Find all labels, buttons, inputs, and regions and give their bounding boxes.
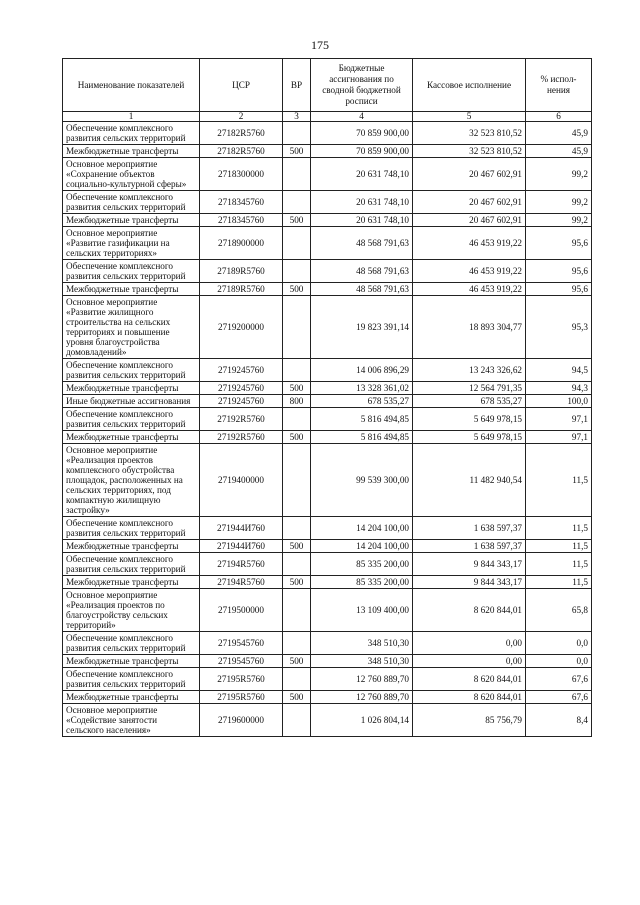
row-name-cell: Основное мероприятие «Развитие газификации на сельских территориях» bbox=[63, 227, 200, 260]
row-pct-cell: 0,0 bbox=[526, 655, 592, 668]
row-csr-cell: 2718300000 bbox=[200, 158, 283, 191]
row-budget-cell: 19 823 391,14 bbox=[311, 296, 413, 359]
row-cash-cell: 0,00 bbox=[413, 655, 526, 668]
row-name-cell: Межбюджетные трансферты bbox=[63, 214, 200, 227]
row-csr-cell: 27192R5760 bbox=[200, 408, 283, 431]
row-vr-cell bbox=[283, 359, 311, 382]
row-csr-cell: 27189R5760 bbox=[200, 260, 283, 283]
row-pct-cell: 11,5 bbox=[526, 540, 592, 553]
budget-execution-table bbox=[62, 58, 592, 737]
table-row bbox=[63, 431, 592, 444]
row-name-cell: Межбюджетные трансферты bbox=[63, 145, 200, 158]
row-budget-cell: 5 816 494,85 bbox=[311, 408, 413, 431]
table-row bbox=[63, 655, 592, 668]
column-number: 3 bbox=[283, 112, 311, 122]
row-budget-cell: 20 631 748,10 bbox=[311, 214, 413, 227]
row-name-cell: Иные бюджетные ассигнования bbox=[63, 395, 200, 408]
row-vr-cell bbox=[283, 553, 311, 576]
row-vr-cell bbox=[283, 632, 311, 655]
row-pct-cell: 95,6 bbox=[526, 260, 592, 283]
table-row bbox=[63, 408, 592, 431]
table-row bbox=[63, 668, 592, 691]
row-name-cell: Межбюджетные трансферты bbox=[63, 382, 200, 395]
table-row bbox=[63, 444, 592, 517]
row-csr-cell: 2719400000 bbox=[200, 444, 283, 517]
row-cash-cell: 8 620 844,01 bbox=[413, 691, 526, 704]
row-pct-cell: 97,1 bbox=[526, 408, 592, 431]
header-vr: ВР bbox=[283, 59, 311, 112]
table-row bbox=[63, 553, 592, 576]
row-name-cell: Обеспечение комплексного развития сельских территорий bbox=[63, 668, 200, 691]
row-vr-cell bbox=[283, 668, 311, 691]
row-cash-cell: 46 453 919,22 bbox=[413, 283, 526, 296]
table-row bbox=[63, 296, 592, 359]
row-budget-cell: 5 816 494,85 bbox=[311, 431, 413, 444]
row-vr-cell: 500 bbox=[283, 576, 311, 589]
row-cash-cell: 85 756,79 bbox=[413, 704, 526, 737]
row-csr-cell: 2718900000 bbox=[200, 227, 283, 260]
row-csr-cell: 27195R5760 bbox=[200, 691, 283, 704]
column-number: 6 bbox=[526, 112, 592, 122]
header-name: Наименование показателей bbox=[63, 59, 200, 112]
row-csr-cell: 27182R5760 bbox=[200, 145, 283, 158]
row-cash-cell: 1 638 597,37 bbox=[413, 540, 526, 553]
header-pct: % испол-нения bbox=[526, 59, 592, 112]
row-pct-cell: 94,3 bbox=[526, 382, 592, 395]
row-cash-cell: 0,00 bbox=[413, 632, 526, 655]
table-row bbox=[63, 517, 592, 540]
row-pct-cell: 95,6 bbox=[526, 283, 592, 296]
table-header-row bbox=[63, 59, 592, 112]
row-budget-cell: 12 760 889,70 bbox=[311, 668, 413, 691]
table-row bbox=[63, 382, 592, 395]
row-budget-cell: 85 335 200,00 bbox=[311, 576, 413, 589]
row-pct-cell: 95,6 bbox=[526, 227, 592, 260]
row-vr-cell: 500 bbox=[283, 283, 311, 296]
row-cash-cell: 20 467 602,91 bbox=[413, 191, 526, 214]
row-vr-cell bbox=[283, 444, 311, 517]
row-pct-cell: 99,2 bbox=[526, 191, 592, 214]
row-cash-cell: 18 893 304,77 bbox=[413, 296, 526, 359]
row-csr-cell: 27182R5760 bbox=[200, 122, 283, 145]
row-csr-cell: 27189R5760 bbox=[200, 283, 283, 296]
row-name-cell: Межбюджетные трансферты bbox=[63, 540, 200, 553]
row-csr-cell: 2719245760 bbox=[200, 382, 283, 395]
row-budget-cell: 70 859 900,00 bbox=[311, 122, 413, 145]
row-pct-cell: 67,6 bbox=[526, 691, 592, 704]
row-cash-cell: 5 649 978,15 bbox=[413, 431, 526, 444]
header-budget: Бюджетные ассигнования по сводной бюджетной росписи bbox=[311, 59, 413, 112]
row-pct-cell: 67,6 bbox=[526, 668, 592, 691]
table-row bbox=[63, 632, 592, 655]
row-vr-cell: 500 bbox=[283, 431, 311, 444]
row-pct-cell: 8,4 bbox=[526, 704, 592, 737]
row-cash-cell: 46 453 919,22 bbox=[413, 227, 526, 260]
row-budget-cell: 20 631 748,10 bbox=[311, 191, 413, 214]
column-number: 1 bbox=[63, 112, 200, 122]
row-csr-cell: 2719545760 bbox=[200, 655, 283, 668]
row-cash-cell: 1 638 597,37 bbox=[413, 517, 526, 540]
row-pct-cell: 100,0 bbox=[526, 395, 592, 408]
row-csr-cell: 271944И760 bbox=[200, 540, 283, 553]
table-row bbox=[63, 145, 592, 158]
row-csr-cell: 2719245760 bbox=[200, 359, 283, 382]
row-name-cell: Обеспечение комплексного развития сельских территорий bbox=[63, 260, 200, 283]
row-vr-cell bbox=[283, 260, 311, 283]
table-row bbox=[63, 158, 592, 191]
table-row bbox=[63, 691, 592, 704]
column-number: 5 bbox=[413, 112, 526, 122]
row-budget-cell: 85 335 200,00 bbox=[311, 553, 413, 576]
row-pct-cell: 0,0 bbox=[526, 632, 592, 655]
row-budget-cell: 48 568 791,63 bbox=[311, 227, 413, 260]
row-csr-cell: 2718345760 bbox=[200, 191, 283, 214]
row-budget-cell: 48 568 791,63 bbox=[311, 283, 413, 296]
row-csr-cell: 27195R5760 bbox=[200, 668, 283, 691]
table-row bbox=[63, 576, 592, 589]
row-vr-cell bbox=[283, 704, 311, 737]
row-budget-cell: 12 760 889,70 bbox=[311, 691, 413, 704]
row-pct-cell: 11,5 bbox=[526, 517, 592, 540]
row-name-cell: Обеспечение комплексного развития сельских территорий bbox=[63, 191, 200, 214]
row-csr-cell: 2719500000 bbox=[200, 589, 283, 632]
row-cash-cell: 46 453 919,22 bbox=[413, 260, 526, 283]
row-vr-cell: 500 bbox=[283, 691, 311, 704]
row-cash-cell: 20 467 602,91 bbox=[413, 214, 526, 227]
row-name-cell: Межбюджетные трансферты bbox=[63, 691, 200, 704]
row-cash-cell: 5 649 978,15 bbox=[413, 408, 526, 431]
column-number: 4 bbox=[311, 112, 413, 122]
row-vr-cell bbox=[283, 408, 311, 431]
row-budget-cell: 48 568 791,63 bbox=[311, 260, 413, 283]
table-row bbox=[63, 589, 592, 632]
row-vr-cell bbox=[283, 191, 311, 214]
row-pct-cell: 11,5 bbox=[526, 444, 592, 517]
column-number-row bbox=[63, 112, 592, 122]
row-pct-cell: 11,5 bbox=[526, 576, 592, 589]
table-row bbox=[63, 122, 592, 145]
row-budget-cell: 13 328 361,02 bbox=[311, 382, 413, 395]
row-name-cell: Межбюджетные трансферты bbox=[63, 431, 200, 444]
row-cash-cell: 32 523 810,52 bbox=[413, 122, 526, 145]
row-budget-cell: 13 109 400,00 bbox=[311, 589, 413, 632]
row-vr-cell: 500 bbox=[283, 655, 311, 668]
row-cash-cell: 8 620 844,01 bbox=[413, 668, 526, 691]
row-budget-cell: 20 631 748,10 bbox=[311, 158, 413, 191]
table-row bbox=[63, 227, 592, 260]
row-cash-cell: 8 620 844,01 bbox=[413, 589, 526, 632]
row-pct-cell: 45,9 bbox=[526, 145, 592, 158]
row-name-cell: Межбюджетные трансферты bbox=[63, 655, 200, 668]
row-budget-cell: 14 204 100,00 bbox=[311, 517, 413, 540]
table-row bbox=[63, 540, 592, 553]
row-budget-cell: 70 859 900,00 bbox=[311, 145, 413, 158]
row-pct-cell: 99,2 bbox=[526, 214, 592, 227]
row-budget-cell: 99 539 300,00 bbox=[311, 444, 413, 517]
row-csr-cell: 27192R5760 bbox=[200, 431, 283, 444]
row-cash-cell: 678 535,27 bbox=[413, 395, 526, 408]
row-budget-cell: 678 535,27 bbox=[311, 395, 413, 408]
row-vr-cell: 800 bbox=[283, 395, 311, 408]
table-row bbox=[63, 191, 592, 214]
row-vr-cell: 500 bbox=[283, 145, 311, 158]
row-name-cell: Обеспечение комплексного развития сельских территорий bbox=[63, 517, 200, 540]
row-vr-cell: 500 bbox=[283, 382, 311, 395]
row-name-cell: Основное мероприятие «Развитие жилищного строительства на сельских территориях и повышение уровня благоустройства домовладений» bbox=[63, 296, 200, 359]
row-name-cell: Основное мероприятие «Содействие занятости сельского населения» bbox=[63, 704, 200, 737]
row-vr-cell bbox=[283, 227, 311, 260]
row-pct-cell: 65,8 bbox=[526, 589, 592, 632]
row-pct-cell: 99,2 bbox=[526, 158, 592, 191]
row-csr-cell: 2719545760 bbox=[200, 632, 283, 655]
table-row bbox=[63, 260, 592, 283]
row-cash-cell: 11 482 940,54 bbox=[413, 444, 526, 517]
row-cash-cell: 32 523 810,52 bbox=[413, 145, 526, 158]
table-row bbox=[63, 704, 592, 737]
row-pct-cell: 94,5 bbox=[526, 359, 592, 382]
table-row bbox=[63, 283, 592, 296]
row-csr-cell: 27194R5760 bbox=[200, 553, 283, 576]
row-name-cell: Обеспечение комплексного развития сельских территорий bbox=[63, 408, 200, 431]
row-name-cell: Межбюджетные трансферты bbox=[63, 283, 200, 296]
row-vr-cell bbox=[283, 122, 311, 145]
row-name-cell: Обеспечение комплексного развития сельских территорий bbox=[63, 122, 200, 145]
row-budget-cell: 348 510,30 bbox=[311, 655, 413, 668]
row-name-cell: Основное мероприятие «Реализация проектов комплексного обустройства площадок, расположенных на сельских территориях, под компактную жилищную застройку» bbox=[63, 444, 200, 517]
header-cash: Кассовое исполнение bbox=[413, 59, 526, 112]
row-budget-cell: 348 510,30 bbox=[311, 632, 413, 655]
column-number: 2 bbox=[200, 112, 283, 122]
row-vr-cell bbox=[283, 589, 311, 632]
row-budget-cell: 14 204 100,00 bbox=[311, 540, 413, 553]
row-cash-cell: 9 844 343,17 bbox=[413, 553, 526, 576]
row-pct-cell: 45,9 bbox=[526, 122, 592, 145]
row-csr-cell: 2719245760 bbox=[200, 395, 283, 408]
table-row bbox=[63, 395, 592, 408]
row-vr-cell: 500 bbox=[283, 214, 311, 227]
row-name-cell: Основное мероприятие «Сохранение объектов социально-культурной сферы» bbox=[63, 158, 200, 191]
row-cash-cell: 20 467 602,91 bbox=[413, 158, 526, 191]
table-row bbox=[63, 214, 592, 227]
row-name-cell: Обеспечение комплексного развития сельских территорий bbox=[63, 359, 200, 382]
row-budget-cell: 14 006 896,29 bbox=[311, 359, 413, 382]
row-csr-cell: 271944И760 bbox=[200, 517, 283, 540]
row-csr-cell: 2719200000 bbox=[200, 296, 283, 359]
header-csr: ЦСР bbox=[200, 59, 283, 112]
row-name-cell: Обеспечение комплексного развития сельских территорий bbox=[63, 632, 200, 655]
row-cash-cell: 13 243 326,62 bbox=[413, 359, 526, 382]
row-csr-cell: 2718345760 bbox=[200, 214, 283, 227]
row-pct-cell: 97,1 bbox=[526, 431, 592, 444]
row-vr-cell bbox=[283, 158, 311, 191]
row-vr-cell bbox=[283, 517, 311, 540]
row-pct-cell: 95,3 bbox=[526, 296, 592, 359]
row-name-cell: Основное мероприятие «Реализация проектов по благоустройству сельских территорий» bbox=[63, 589, 200, 632]
row-vr-cell bbox=[283, 296, 311, 359]
table-row bbox=[63, 359, 592, 382]
row-name-cell: Обеспечение комплексного развития сельских территорий bbox=[63, 553, 200, 576]
row-pct-cell: 11,5 bbox=[526, 553, 592, 576]
row-name-cell: Межбюджетные трансферты bbox=[63, 576, 200, 589]
page-number: 175 bbox=[311, 38, 329, 52]
row-csr-cell: 2719600000 bbox=[200, 704, 283, 737]
row-cash-cell: 9 844 343,17 bbox=[413, 576, 526, 589]
row-vr-cell: 500 bbox=[283, 540, 311, 553]
row-cash-cell: 12 564 791,35 bbox=[413, 382, 526, 395]
row-budget-cell: 1 026 804,14 bbox=[311, 704, 413, 737]
row-csr-cell: 27194R5760 bbox=[200, 576, 283, 589]
